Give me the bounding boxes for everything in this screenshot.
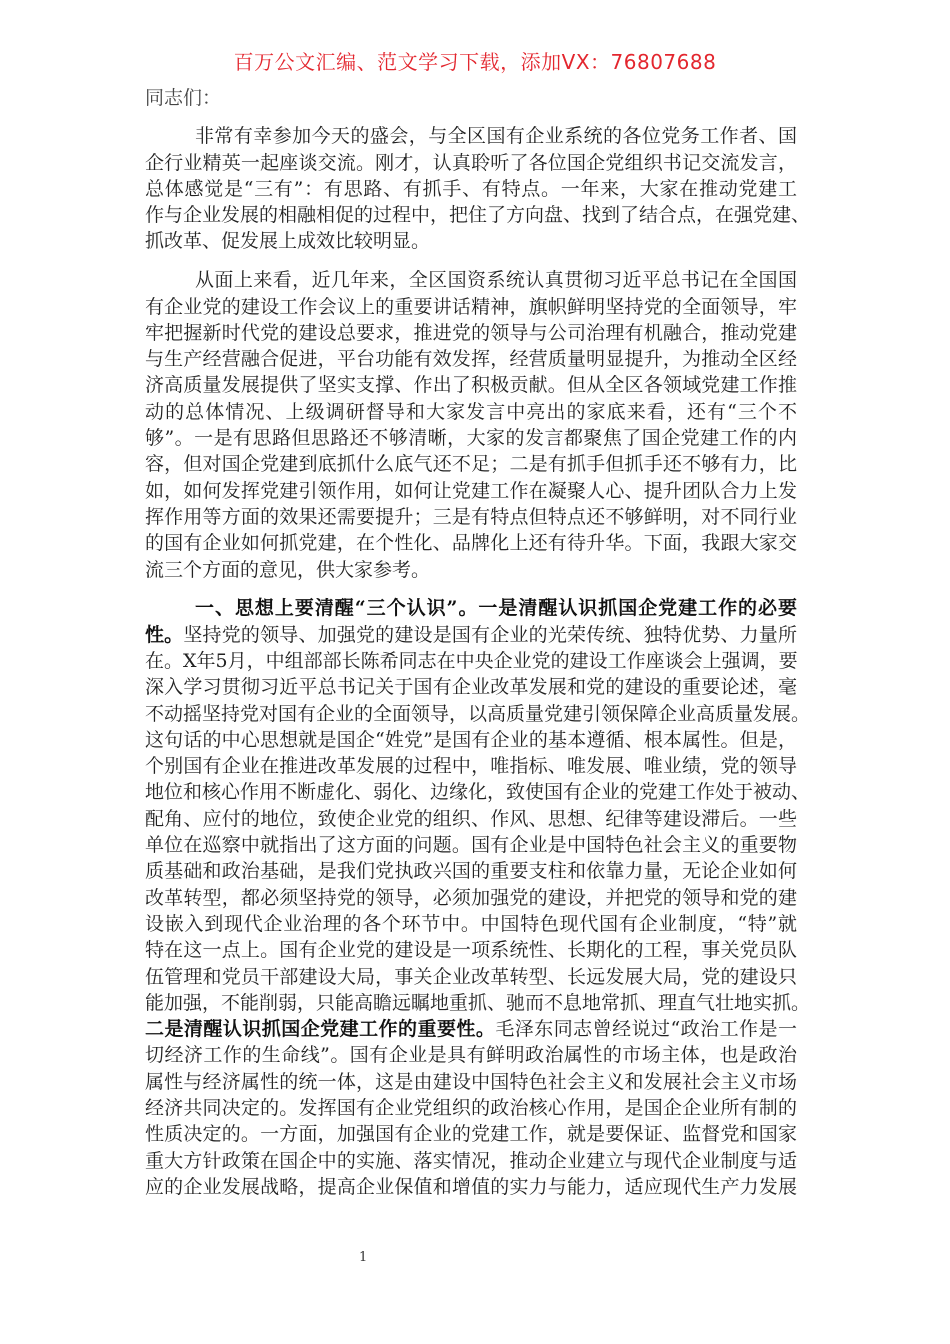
text-line xyxy=(145,911,797,937)
body-text: 这句话的中心思想就是国企“姓党”是国有企业的基本遵循、根本属性。但是， xyxy=(145,728,797,751)
body-text: 有企业党的建设工作会议上的重要讲话精神，旗帜鲜明坚持党的全面领导，牢 xyxy=(145,295,797,318)
text-line xyxy=(145,753,797,779)
text-line xyxy=(145,832,797,858)
text-line xyxy=(145,202,811,228)
text-line xyxy=(145,727,797,753)
text-line xyxy=(145,176,797,202)
text-line xyxy=(145,451,797,477)
body-text: 挥作用等方面的效果还需要提升；三是有特点但特点还不够鲜明，对不同行业 xyxy=(145,505,797,528)
text-line xyxy=(145,425,797,451)
text-line xyxy=(145,885,797,911)
body-text: 毛泽东同志曾经说过“政治工作是一 xyxy=(495,1018,797,1041)
page-number: 1 xyxy=(359,1250,368,1265)
text-line xyxy=(145,779,811,805)
text-line xyxy=(145,937,797,963)
body-text: 改革转型，都必须坚持党的领导，必须加强党的建设，并把党的领导和党的建 xyxy=(145,886,797,909)
text-line xyxy=(145,622,797,648)
body-text: 应的企业发展战略，提高企业保值和增值的实力与能力，适应现代生产力发展 xyxy=(145,1175,797,1198)
paragraph xyxy=(145,595,811,1200)
body-text: 能加强，不能削弱，只能高瞻远瞩地重抓、驰而不息地常抓、理直气壮地实抓。 xyxy=(145,991,811,1014)
bold-heading-text: 一、思想上要清醒“三个认识”。一是清醒认识抓国企党建工作的必要 xyxy=(195,597,797,620)
body-text: 坚持党的领导、加强党的建设是国有企业的光荣传统、独特优势、力量所 xyxy=(183,623,797,646)
text-line xyxy=(145,1121,797,1147)
text-line xyxy=(145,557,797,583)
body-text: 单位在巡察中就指出了这方面的问题。国有企业是中国特色社会主义的重要物 xyxy=(145,834,797,857)
text-line xyxy=(145,1016,797,1042)
text-line xyxy=(145,648,797,674)
text-line xyxy=(145,228,797,254)
body-text: 总体感觉是“三有”：有思路、有抓手、有特点。一年来，大家在推动党建工 xyxy=(145,177,797,200)
body-text: 个别国有企业在推进改革发展的过程中，唯指标、唯发展、唯业绩，党的领导 xyxy=(145,755,797,778)
bold-heading-text: 性。 xyxy=(145,623,184,646)
body-text: 济高质量发展提供了坚实支撑、作出了积极贡献。但从全区各领域党建工作推 xyxy=(145,374,797,397)
text-line xyxy=(145,964,797,990)
text-line xyxy=(145,595,797,621)
text-line xyxy=(145,320,797,346)
text-line xyxy=(145,399,797,425)
body-text: 作与企业发展的相融相促的过程中，把住了方向盘、找到了结合点，在强党建、 xyxy=(145,204,811,227)
body-text: 伍管理和党员干部建设大局，事关企业改革转型、长远发展大局，党的建设只 xyxy=(145,965,797,988)
body-text: 牢把握新时代党的建设总要求，推进党的领导与公司治理有机融合，推动党建 xyxy=(145,321,797,344)
body-text: 从面上来看，近几年来，全区国资系统认真贯彻习近平总书记在全国国 xyxy=(195,269,797,292)
body-text: 设嵌入到现代企业治理的各个环节中。中国特色现代国有企业制度，“特”就 xyxy=(145,912,797,935)
paragraph xyxy=(145,267,797,583)
body-text: 如，如何发挥党建引领作用，如何让党建工作在凝聚人心、提升团队合力上发 xyxy=(145,479,797,502)
body-text: 在。X年5月，中组部部长陈希同志在中央企业党的建设工作座谈会上强调，要 xyxy=(145,649,798,672)
body-text: 配角、应付的地位，致使企业党的组织、作风、思想、纪律等建设滞后。一些 xyxy=(145,807,797,830)
text-line xyxy=(145,1042,797,1068)
body-text: 经济共同决定的。发挥国有企业党组织的政治核心作用，是国企企业所有制的 xyxy=(145,1096,797,1119)
text-line xyxy=(145,478,797,504)
body-text: 流三个方面的意见，供大家参考。 xyxy=(145,558,431,581)
text-line xyxy=(145,1069,797,1095)
text-line xyxy=(145,990,811,1016)
body-text: 不动摇坚持党对国有企业的全面领导，以高质量党建引领保障企业高质量发展。 xyxy=(145,702,811,725)
body-text: 抓改革、促发展上成效比较明显。 xyxy=(145,230,431,253)
body-text: 够”。一是有思路但思路还不够清晰，大家的发言都聚焦了国企党建工作的内 xyxy=(145,427,797,450)
text-line xyxy=(145,674,797,700)
text-line xyxy=(145,294,797,320)
body-text: 深入学习贯彻习近平总书记关于国有企业改革发展和党的建设的重要论述，毫 xyxy=(145,676,797,699)
bold-heading-text: 二是清醒认识抓国企党建工作的重要性。 xyxy=(145,1018,496,1041)
text-line xyxy=(145,504,797,530)
text-line xyxy=(145,1174,797,1200)
text-line xyxy=(145,701,811,727)
watermark-banner: 百万公文汇编、范文学习下载，添加VX：76807688 xyxy=(233,50,717,74)
text-line xyxy=(145,123,797,149)
text-line xyxy=(145,372,797,398)
body-text: 容，但对国企党建到底抓什么底气还不足；二是有抓手但抓手还不够有力，比 xyxy=(145,453,797,476)
body-text: 地位和核心作用不断虚化、弱化、边缘化，致使国有企业的党建工作处于被动、 xyxy=(145,781,811,804)
body-text: 特在这一点上。国有企业党的建设是一项系统性、长期化的工程，事关党员队 xyxy=(145,939,797,962)
body-text: 非常有幸参加今天的盛会，与全区国有企业系统的各位党务工作者、国 xyxy=(195,125,797,148)
text-line xyxy=(145,150,797,176)
body-text: 的国有企业如何抓党建，在个性化、品牌化上还有待升华。下面，我跟大家交 xyxy=(145,532,797,555)
paragraphs xyxy=(145,123,811,1200)
text-line xyxy=(145,346,797,372)
body-text: 质基础和政治基础，是我们党执政兴国的重要支柱和依靠力量，无论企业如何 xyxy=(145,860,797,883)
body-text: 企行业精英一起座谈交流。刚才，认真聆听了各位国企党组织书记交流发言， xyxy=(145,151,797,174)
text-line xyxy=(145,1095,797,1121)
text-line xyxy=(145,267,797,293)
paragraph xyxy=(145,123,811,254)
text-line xyxy=(145,530,797,556)
body-text: 属性与经济属性的统一体，这是由建设中国特色社会主义和发展社会主义市场 xyxy=(145,1070,797,1093)
body-text: 重大方针政策在国企中的实施、落实情况，推动企业建立与现代企业制度与适 xyxy=(145,1149,797,1172)
body-text: 切经济工作的生命线”。国有企业是具有鲜明政治属性的市场主体，也是政治 xyxy=(145,1044,797,1067)
text-line xyxy=(145,1148,797,1174)
body-text: 动的总体情况、上级调研督导和大家发言中亮出的家底来看，还有“三个不 xyxy=(145,400,797,423)
text-line xyxy=(145,858,797,884)
body-text: 与生产经营融合促进，平台功能有效发挥，经营质量明显提升，为推动全区经 xyxy=(145,348,797,371)
document-body xyxy=(145,85,811,1213)
body-text: 性质决定的。一方面，加强国有企业的党建工作，就是要保证、监督党和国家 xyxy=(145,1123,797,1146)
text-line xyxy=(145,806,797,832)
greeting: 同志们： xyxy=(145,87,222,109)
